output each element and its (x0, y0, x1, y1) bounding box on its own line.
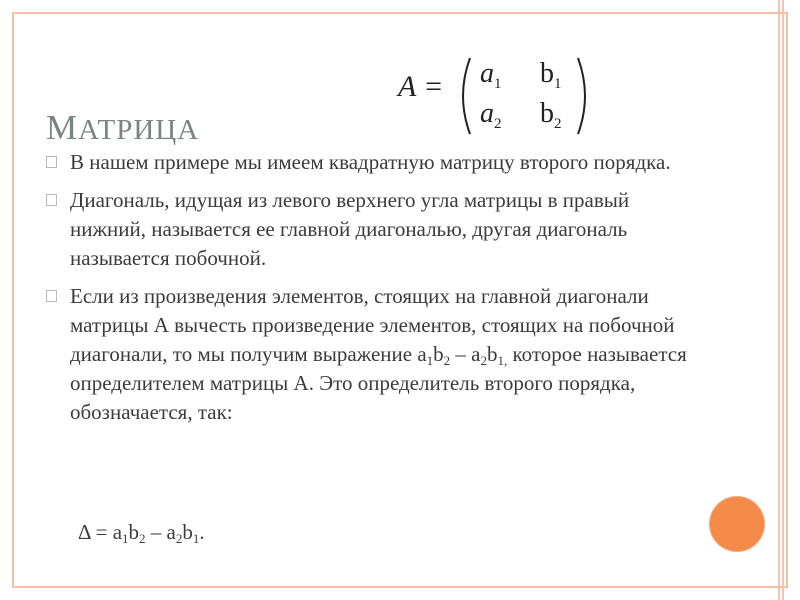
bullet-icon (46, 194, 57, 206)
decorative-orange-circle (710, 497, 764, 551)
determinant-formula: $\Delta = a_1b_2 - a_2b_1$. (78, 520, 205, 546)
matrix-lhs: A = (398, 70, 444, 103)
decorative-line-right-1 (778, 0, 780, 600)
slide-body (46, 148, 696, 436)
bullet-item-1 (46, 148, 696, 177)
matrix-parentheses (398, 54, 608, 138)
title-first-letter: М (46, 108, 79, 147)
bullet-text-3: Если из произведения элементов, стоящих на главной диагонали матрицы А вычесть произведение элементов, стоящих на побочной диагонали, то мы получим выражение $a_1b_2 - a_2b_{1,}$ которое называется определителем матрицы А. Это определитель второго порядка, обозначается, так: (70, 284, 687, 424)
bullet-text-1: В нашем примере мы имеем квадратную матрицу второго порядка. (70, 150, 671, 174)
slide-title (46, 108, 199, 148)
matrix-cell-b2: $b_2$ (540, 98, 562, 132)
bullet-item-3 (46, 282, 696, 427)
bullet-text-2: Диагональ, идущая из левого верхнего угла матрицы в правый нижний, называется ее главной диагональю, другая диагональ называется побочной. (70, 188, 630, 270)
decorative-line-right-2 (782, 0, 784, 600)
title-rest: АТРИЦА (78, 114, 200, 146)
bullet-icon (46, 290, 57, 302)
bullet-item-2 (46, 186, 696, 273)
bullet-icon (46, 156, 57, 168)
matrix-definition (398, 54, 608, 138)
matrix-cell-a2: $a_2$ (480, 98, 502, 132)
matrix-cell-b1: $b_1$ (540, 58, 562, 92)
matrix-cell-a1: $a_1$ (480, 58, 502, 92)
